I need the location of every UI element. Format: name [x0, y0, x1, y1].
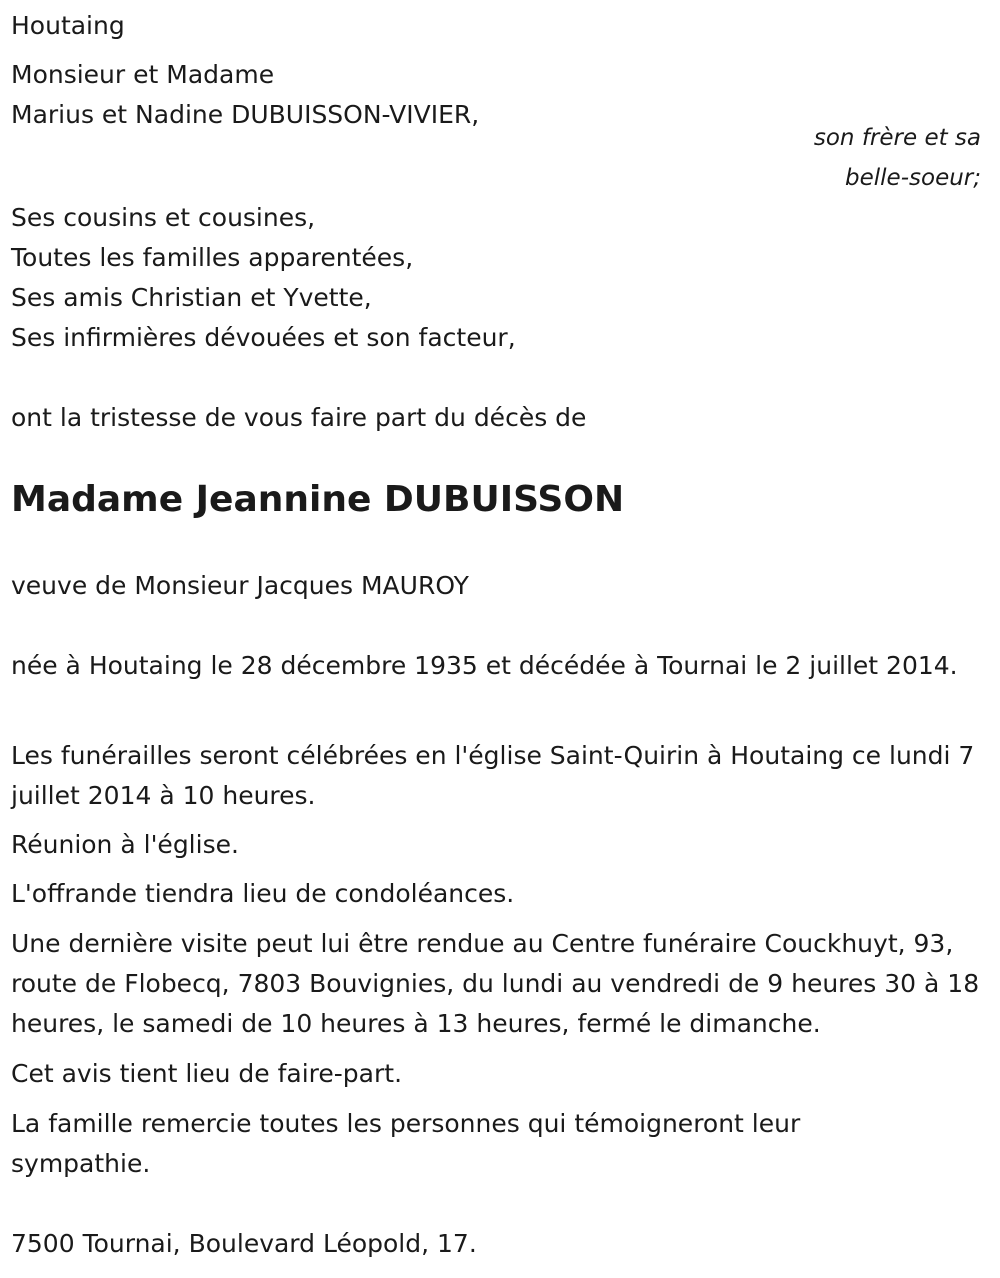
parents-line-1: Monsieur et Madame — [11, 60, 275, 89]
meeting-text: Réunion à l'église. — [11, 830, 239, 859]
relatives-line-2: Toutes les familles apparentées, — [11, 243, 414, 272]
relation-line-1: son frère et sa — [813, 125, 981, 151]
birth-death-text: née à Houtaing le 28 décembre 1935 et décédée à Tournai le 2 juillet 2014. — [11, 651, 958, 680]
widow-of-text: veuve de Monsieur Jacques MAUROY — [11, 571, 469, 600]
address-text: 7500 Tournai, Boulevard Léopold, 17. — [11, 1229, 477, 1258]
offering-text: L'offrande tiendra lieu de condoléances. — [11, 879, 515, 908]
thanks-text: La famille remercie toutes les personnes qui témoigneront leur sympathie. — [11, 1109, 801, 1178]
relatives-line-1: Ses cousins et cousines, — [11, 203, 316, 232]
announcement-text: ont la tristesse de vous faire part du décès de — [11, 403, 587, 432]
funeral-text: Les funérailles seront célébrées en l'église Saint-Quirin à Houtaing ce lundi 7 juillet 2014 à 10 heures. — [11, 741, 975, 810]
relatives-line-3: Ses amis Christian et Yvette, — [11, 283, 372, 312]
relation-line-2: belle-soeur; — [845, 165, 981, 191]
visit-text: Une dernière visite peut lui être rendue au Centre funéraire Couckhuyt, 93, route de Flobecq, 7803 Bouvignies, du lundi au vendredi de 9 heures 30 à 18 heures, le samedi de 10 heures à 13 heures, fermé le dimanche. — [11, 929, 980, 1038]
location-heading: Houtaing — [11, 11, 125, 40]
deceased-name: Madame Jeannine DUBUISSON — [11, 479, 625, 520]
relatives-line-4: Ses infirmières dévouées et son facteur, — [11, 323, 516, 352]
notice-text: Cet avis tient lieu de faire-part. — [11, 1059, 403, 1088]
parents-line-2: Marius et Nadine DUBUISSON-VIVIER, — [11, 100, 480, 129]
